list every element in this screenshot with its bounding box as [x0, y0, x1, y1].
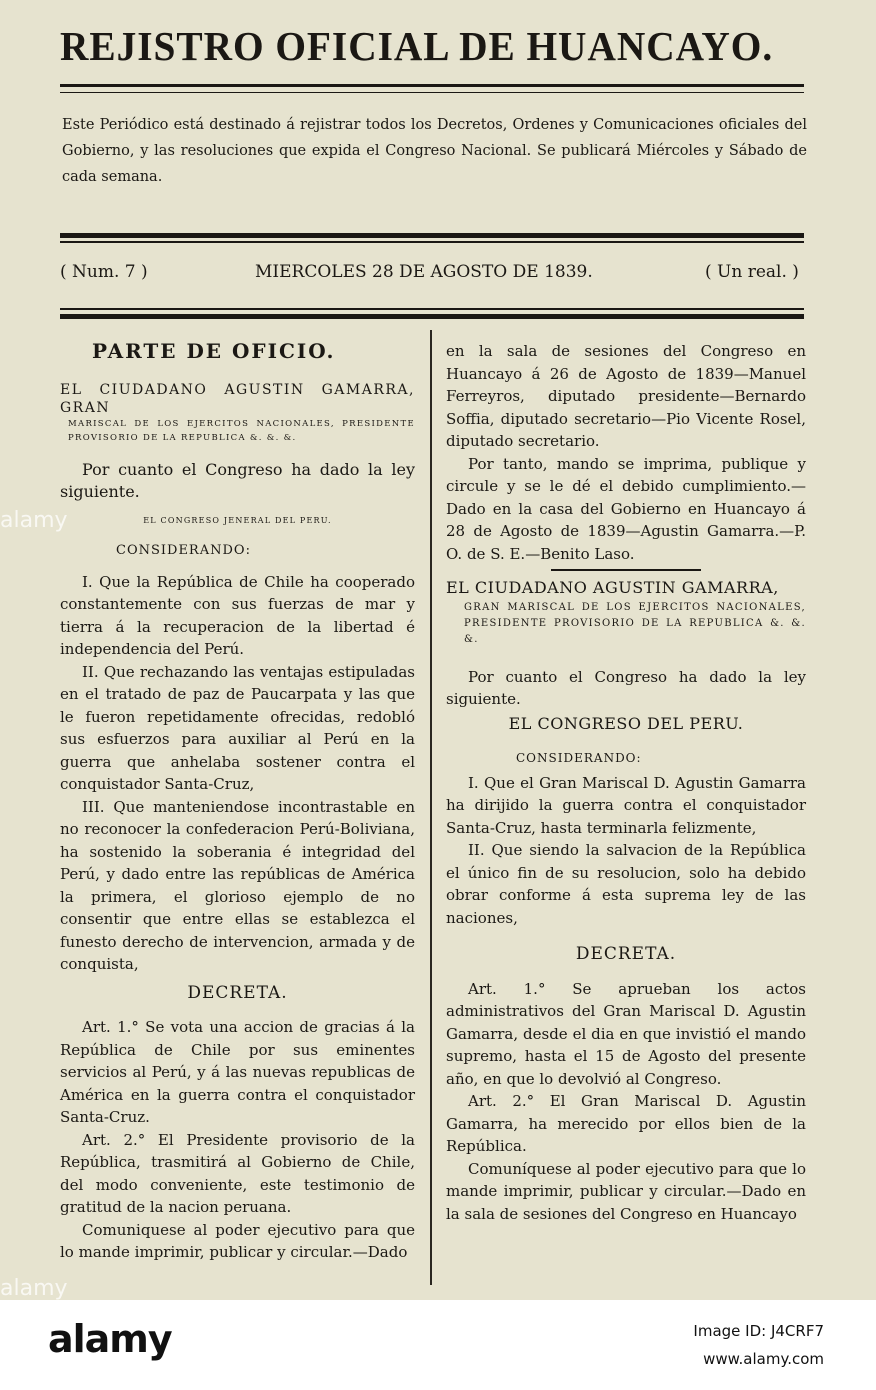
header-rule-heavy	[60, 233, 804, 238]
masthead-rule-bottom	[60, 92, 804, 93]
por-tanto-text: Por tanto, mando se imprima, publique y circule y se le dé el debido cumplimiento.—Dado en la casa del Gobierno en Huancayo á 28 de Agosto de 1839—Agustin Gamarra.—P. O. de S. E.—Benito Laso.	[446, 454, 806, 563]
stock-url: www.alamy.com	[703, 1350, 824, 1368]
section-heading: PARTE DE OFICIO.	[92, 339, 336, 363]
second-decree-title: EL CIUDADANO AGUSTIN GAMARRA,	[446, 578, 779, 597]
considerando-label: CONSIDERANDO:	[116, 543, 251, 558]
header-rule-thin	[60, 241, 804, 243]
congress-name: EL CONGRESO JENERAL DEL PERU.	[143, 515, 332, 525]
decree-subtitle: MARISCAL DE LOS EJERCITOS NACIONALES, PRESIDENTE PROVISORIO DE LA REPUBLICA &. &. &.	[68, 418, 415, 443]
brand-logo: alamy	[48, 1317, 172, 1361]
preamble: Por cuanto el Congreso ha dado la ley siguiente.	[60, 459, 415, 501]
right-column	[446, 340, 806, 1225]
article: Art. 1.° Se vota una accion de gracias á la República de Chile por sus eminentes servicios al Perú, y á las nuevas republicas de América en la guerra contra el conquistador Santa-Cruz.	[60, 1018, 415, 1126]
second-preamble: Por cuanto el Congreso ha dado la ley siguiente.	[446, 667, 806, 708]
watermark: alamy	[0, 508, 68, 533]
decree-separator	[551, 569, 701, 571]
second-considerando-label: CONSIDERANDO:	[516, 751, 642, 765]
second-closing-text: Comuníquese al poder ejecutivo para que lo mande imprimir, publicar y circular.—Dado en la sala de sesiones del Congreso en Huancayo	[446, 1159, 806, 1223]
image-id: Image ID: J4CRF7	[693, 1322, 824, 1340]
second-article: Art. 1.° Se aprueban los actos administrativos del Gran Mariscal D. Agustin Gamarra, desde el dia en que invistió el mando supremo, hasta el 15 de Agosto del presente año, en que lo devolvió al Congreso.	[446, 979, 806, 1088]
considerando-item: III. Que manteniendose incontrastable en no reconocer la confederacion Perú-Boliviana, ha sostenido la soberania é integridad del Perú, y dado entre las repúblicas de América la primera, el glorioso ejemplo de no consentir que entre ellas se establezca el funesto derecho de intervencion, armada y de conquista,	[60, 797, 415, 973]
second-congress-name: EL CONGRESO DEL PERU.	[508, 713, 744, 733]
second-considerando-item: II. Que siendo la salvacion de la República el único fin de su resolucion, solo ha debido obrar conforme á esta suprema ley de las naciones,	[446, 841, 806, 927]
second-article: Art. 2.° El Gran Mariscal D. Agustin Gamarra, ha merecido por ellos bien de la República.	[446, 1092, 806, 1155]
dateline-rule-thin	[60, 308, 804, 310]
considerando-item: II. Que rechazando las ventajas estipuladas en el tratado de paz de Paucarpata y las que le fueron repetidamente ofrecidas, redobló sus esfuerzos para auxiliar al Perú en la guerra que anhelaba sostener contra el conquistador Santa-Cruz,	[60, 662, 415, 793]
column-divider	[430, 330, 432, 1285]
dateline-rule-heavy	[60, 314, 804, 319]
newspaper-title: REJISTRO OFICIAL DE HUANCAYO.	[60, 23, 774, 69]
stock-footer	[0, 1300, 876, 1390]
newspaper-intro: Este Periódico está destinado á rejistrar todos los Decretos, Ordenes y Comunicaciones oficiales del Gobierno, y las resoluciones que expida el Congreso Nacional. Se publicará Miércoles y Sábado de cada semana.	[62, 117, 807, 185]
issue-date: MIERCOLES 28 DE AGOSTO DE 1839.	[255, 262, 593, 282]
second-decreta-heading: DECRETA.	[575, 944, 677, 964]
decreta-heading: DECRETA.	[187, 982, 288, 1003]
masthead-rule-top	[60, 84, 804, 87]
left-column	[60, 340, 415, 1264]
second-considerando-item: I. Que el Gran Mariscal D. Agustin Gamarra ha dirijido la guerra contra el conquistador Santa-Cruz, hasta terminarla felizmente,	[446, 773, 806, 837]
article: Art. 2.° El Presidente provisorio de la República, trasmitirá al Gobierno de Chile, del modo conveniente, este testimonio de gratitud de la nacion peruana.	[60, 1130, 415, 1216]
issue-number: ( Num. 7 )	[60, 262, 148, 282]
watermark: alamy	[0, 1276, 68, 1300]
considerando-item: I. Que la República de Chile ha cooperado constantemente con sus fuerzas de mar y tierra á la recuperacion de la libertad é independencia del Perú.	[60, 572, 415, 658]
closing-text: Comuniquese al poder ejecutivo para que lo mande imprimir, publicar y circular.—Dado	[60, 1220, 415, 1261]
second-decree-subtitle: GRAN MARISCAL DE LOS EJERCITOS NACIONALES, PRESIDENTE PROVISORIO DE LA REPUBLICA &. &. &.	[464, 601, 806, 645]
decree-title: EL CIUDADANO AGUSTIN GAMARRA, GRAN	[60, 381, 415, 416]
continuation-text: en la sala de sesiones del Congreso en Huancayo á 26 de Agosto de 1839—Manuel Ferreyros, diputado presidente—Bernardo Soffia, diputado secretario—Pio Vicente Rosel, diputado secretario.	[446, 342, 806, 450]
issue-price: ( Un real. )	[705, 262, 799, 282]
